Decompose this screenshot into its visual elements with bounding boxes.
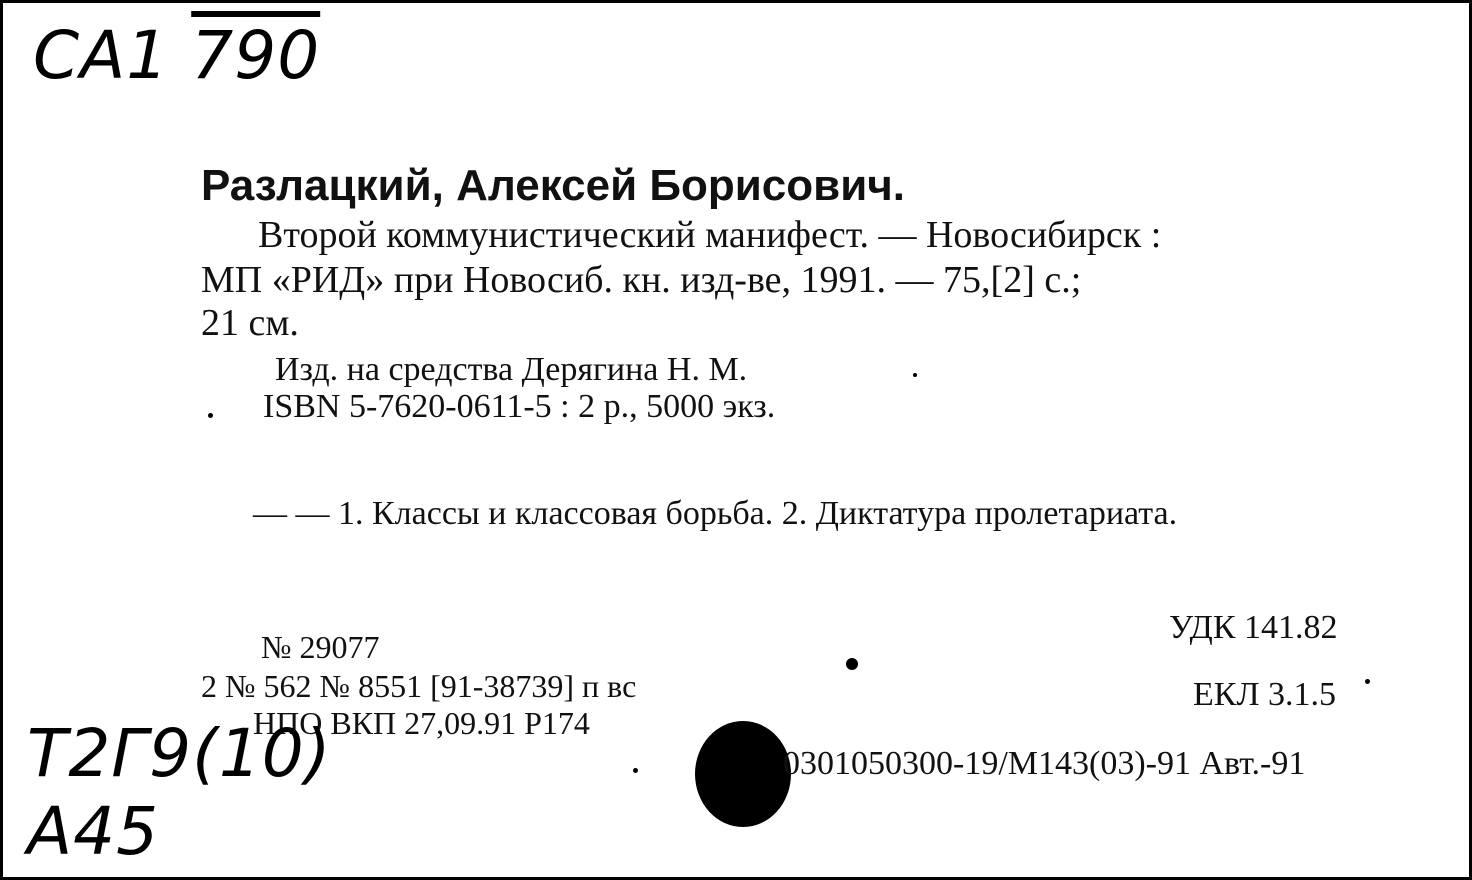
shelf-prefix: CA1 [33,17,170,94]
publication-code: 0301050300-19/М143(03)-91 Авт.-91 [783,745,1306,782]
ink-speck [1365,679,1370,684]
card-punch-hole [695,721,791,827]
handwritten-shelf-mark [33,17,320,94]
record-number: № 29077 [261,629,380,665]
classification-line-1: T2Г9(10) [27,715,332,792]
title-line-3: 21 см. [201,302,299,344]
printer-line: НПО ВКП 27,09.91 Р174 [253,705,590,741]
title-line-2: МП «РИД» при Новосиб. кн. изд-ве, 1991. — 75,[2] с.; [201,259,1082,301]
ink-speck [208,413,213,418]
shelf-number: 790 [191,17,321,94]
registration-line: 2 № 562 № 8551 [91-38739] п вс [201,668,637,704]
funding-note: Изд. на средства Дерягина Н. М. [275,351,748,388]
isbn-note: ISBN 5-7620-0611-5 : 2 р., 5000 экз. [263,388,776,425]
ink-speck [913,373,917,377]
ink-speck [633,768,638,773]
udk-code: УДК 141.82 [1169,609,1338,646]
handwritten-classification [27,715,332,871]
ekl-code: ЕКЛ 3.1.5 [1193,676,1337,713]
title-line-1: Второй коммунистический манифест. — Новосибирск : [258,214,1162,256]
subject-headings: — — 1. Классы и классовая борьба. 2. Диктатура пролетариата. [253,495,1178,532]
classification-line-2: A45 [27,793,160,870]
author-heading: Разлацкий, Алексей Борисович. [201,161,906,210]
ink-speck [846,658,858,670]
